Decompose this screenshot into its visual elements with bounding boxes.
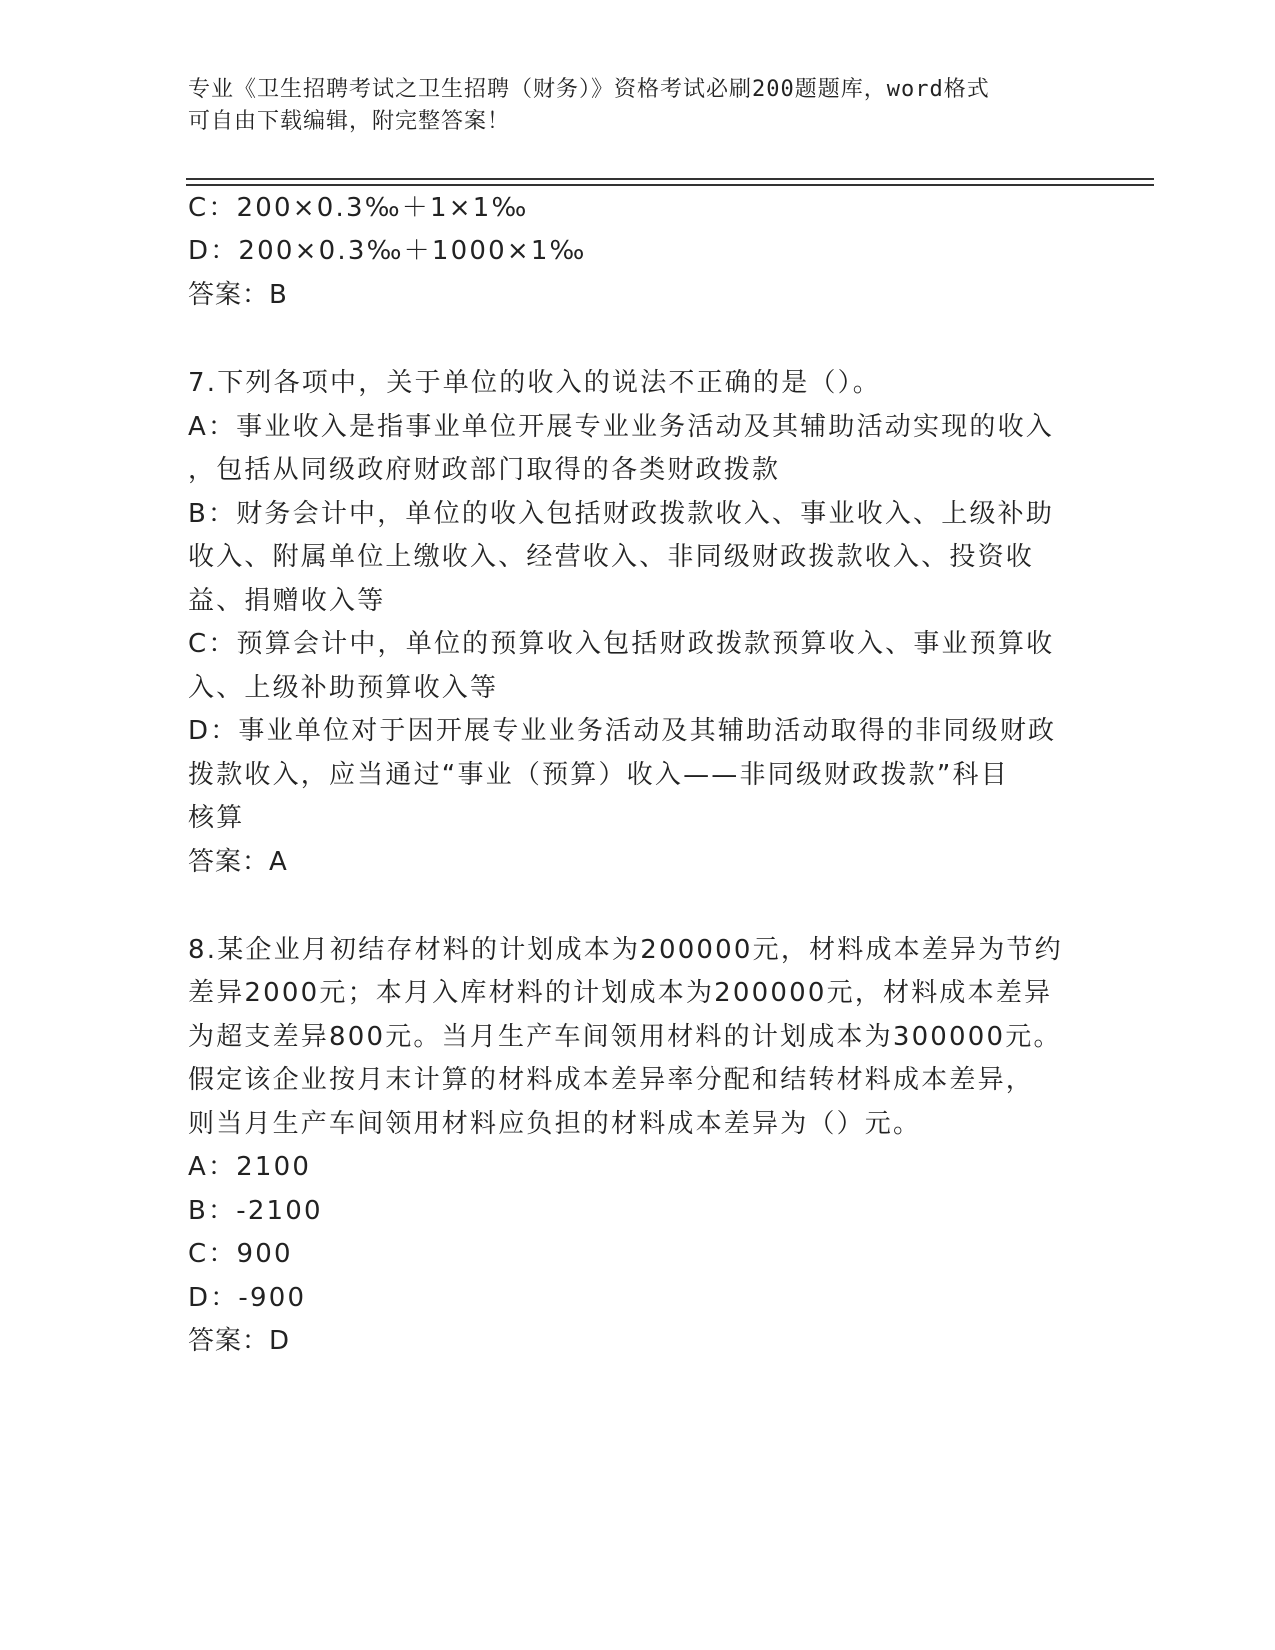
q7-option-d-line-2: 拨款收入，应当通过“事业（预算）收入——非同级财政拨款”科目	[188, 760, 1009, 790]
q8-stem-line-2: 差异2000元；本月入库材料的计划成本为200000元，材料成本差异	[188, 978, 1053, 1008]
q7-option-a-line-1: A：事业收入是指事业单位开展专业业务活动及其辅助活动实现的收入	[188, 412, 1054, 442]
q7-answer: 答案：A	[188, 847, 288, 877]
q8-option-b: B：-2100	[188, 1196, 323, 1226]
q6-answer: 答案：B	[188, 280, 288, 310]
q7-option-a-line-2: ，包括从同级政府财政部门取得的各类财政拨款	[188, 455, 781, 485]
q8-answer: 答案：D	[188, 1326, 291, 1356]
q8-stem-line-3: 为超支差异800元。当月生产车间领用材料的计划成本为300000元。	[188, 1022, 1062, 1052]
q7-option-d-line-3: 核算	[188, 803, 245, 833]
q8-option-d: D：-900	[188, 1283, 307, 1313]
header-line-1: 专业《卫生招聘考试之卫生招聘（财务）》资格考试必刷200题题库，word格式	[188, 77, 990, 102]
q7-stem: 7.下列各项中，关于单位的收入的说法不正确的是（）。	[188, 368, 882, 398]
q7-option-c-line-1: C：预算会计中，单位的预算收入包括财政拨款预算收入、事业预算收	[188, 629, 1055, 659]
q7-option-c-line-2: 入、上级补助预算收入等	[188, 673, 499, 703]
header-divider-top	[186, 178, 1154, 180]
header-line-2: 可自由下载编辑，附完整答案！	[188, 109, 511, 134]
q7-option-b-line-1: B：财务会计中，单位的收入包括财政拨款收入、事业收入、上级补助	[188, 499, 1055, 529]
document-header	[188, 74, 1068, 138]
header-divider-bottom	[186, 184, 1154, 186]
q7-option-d-line-1: D：事业单位对于因开展专业业务活动及其辅助活动取得的非同级财政	[188, 716, 1057, 746]
q8-stem-line-1: 8.某企业月初结存材料的计划成本为200000元，材料成本差异为节约	[188, 935, 1063, 965]
q7-option-b-line-3: 益、捐赠收入等	[188, 586, 386, 616]
q8-stem-line-4: 假定该企业按月末计算的材料成本差异率分配和结转材料成本差异，	[188, 1065, 1035, 1095]
q8-option-a: A：2100	[188, 1152, 312, 1182]
q8-option-c: C：900	[188, 1239, 293, 1269]
q7-option-b-line-2: 收入、附属单位上缴收入、经营收入、非同级财政拨款收入、投资收	[188, 542, 1035, 572]
q6-option-d: D：200×0.3‰＋1000×1‰	[188, 236, 587, 266]
q6-option-c: C：200×0.3‰＋1×1‰	[188, 193, 529, 223]
q8-stem-line-5: 则当月生产车间领用材料应负担的材料成本差异为（）元。	[188, 1109, 922, 1139]
